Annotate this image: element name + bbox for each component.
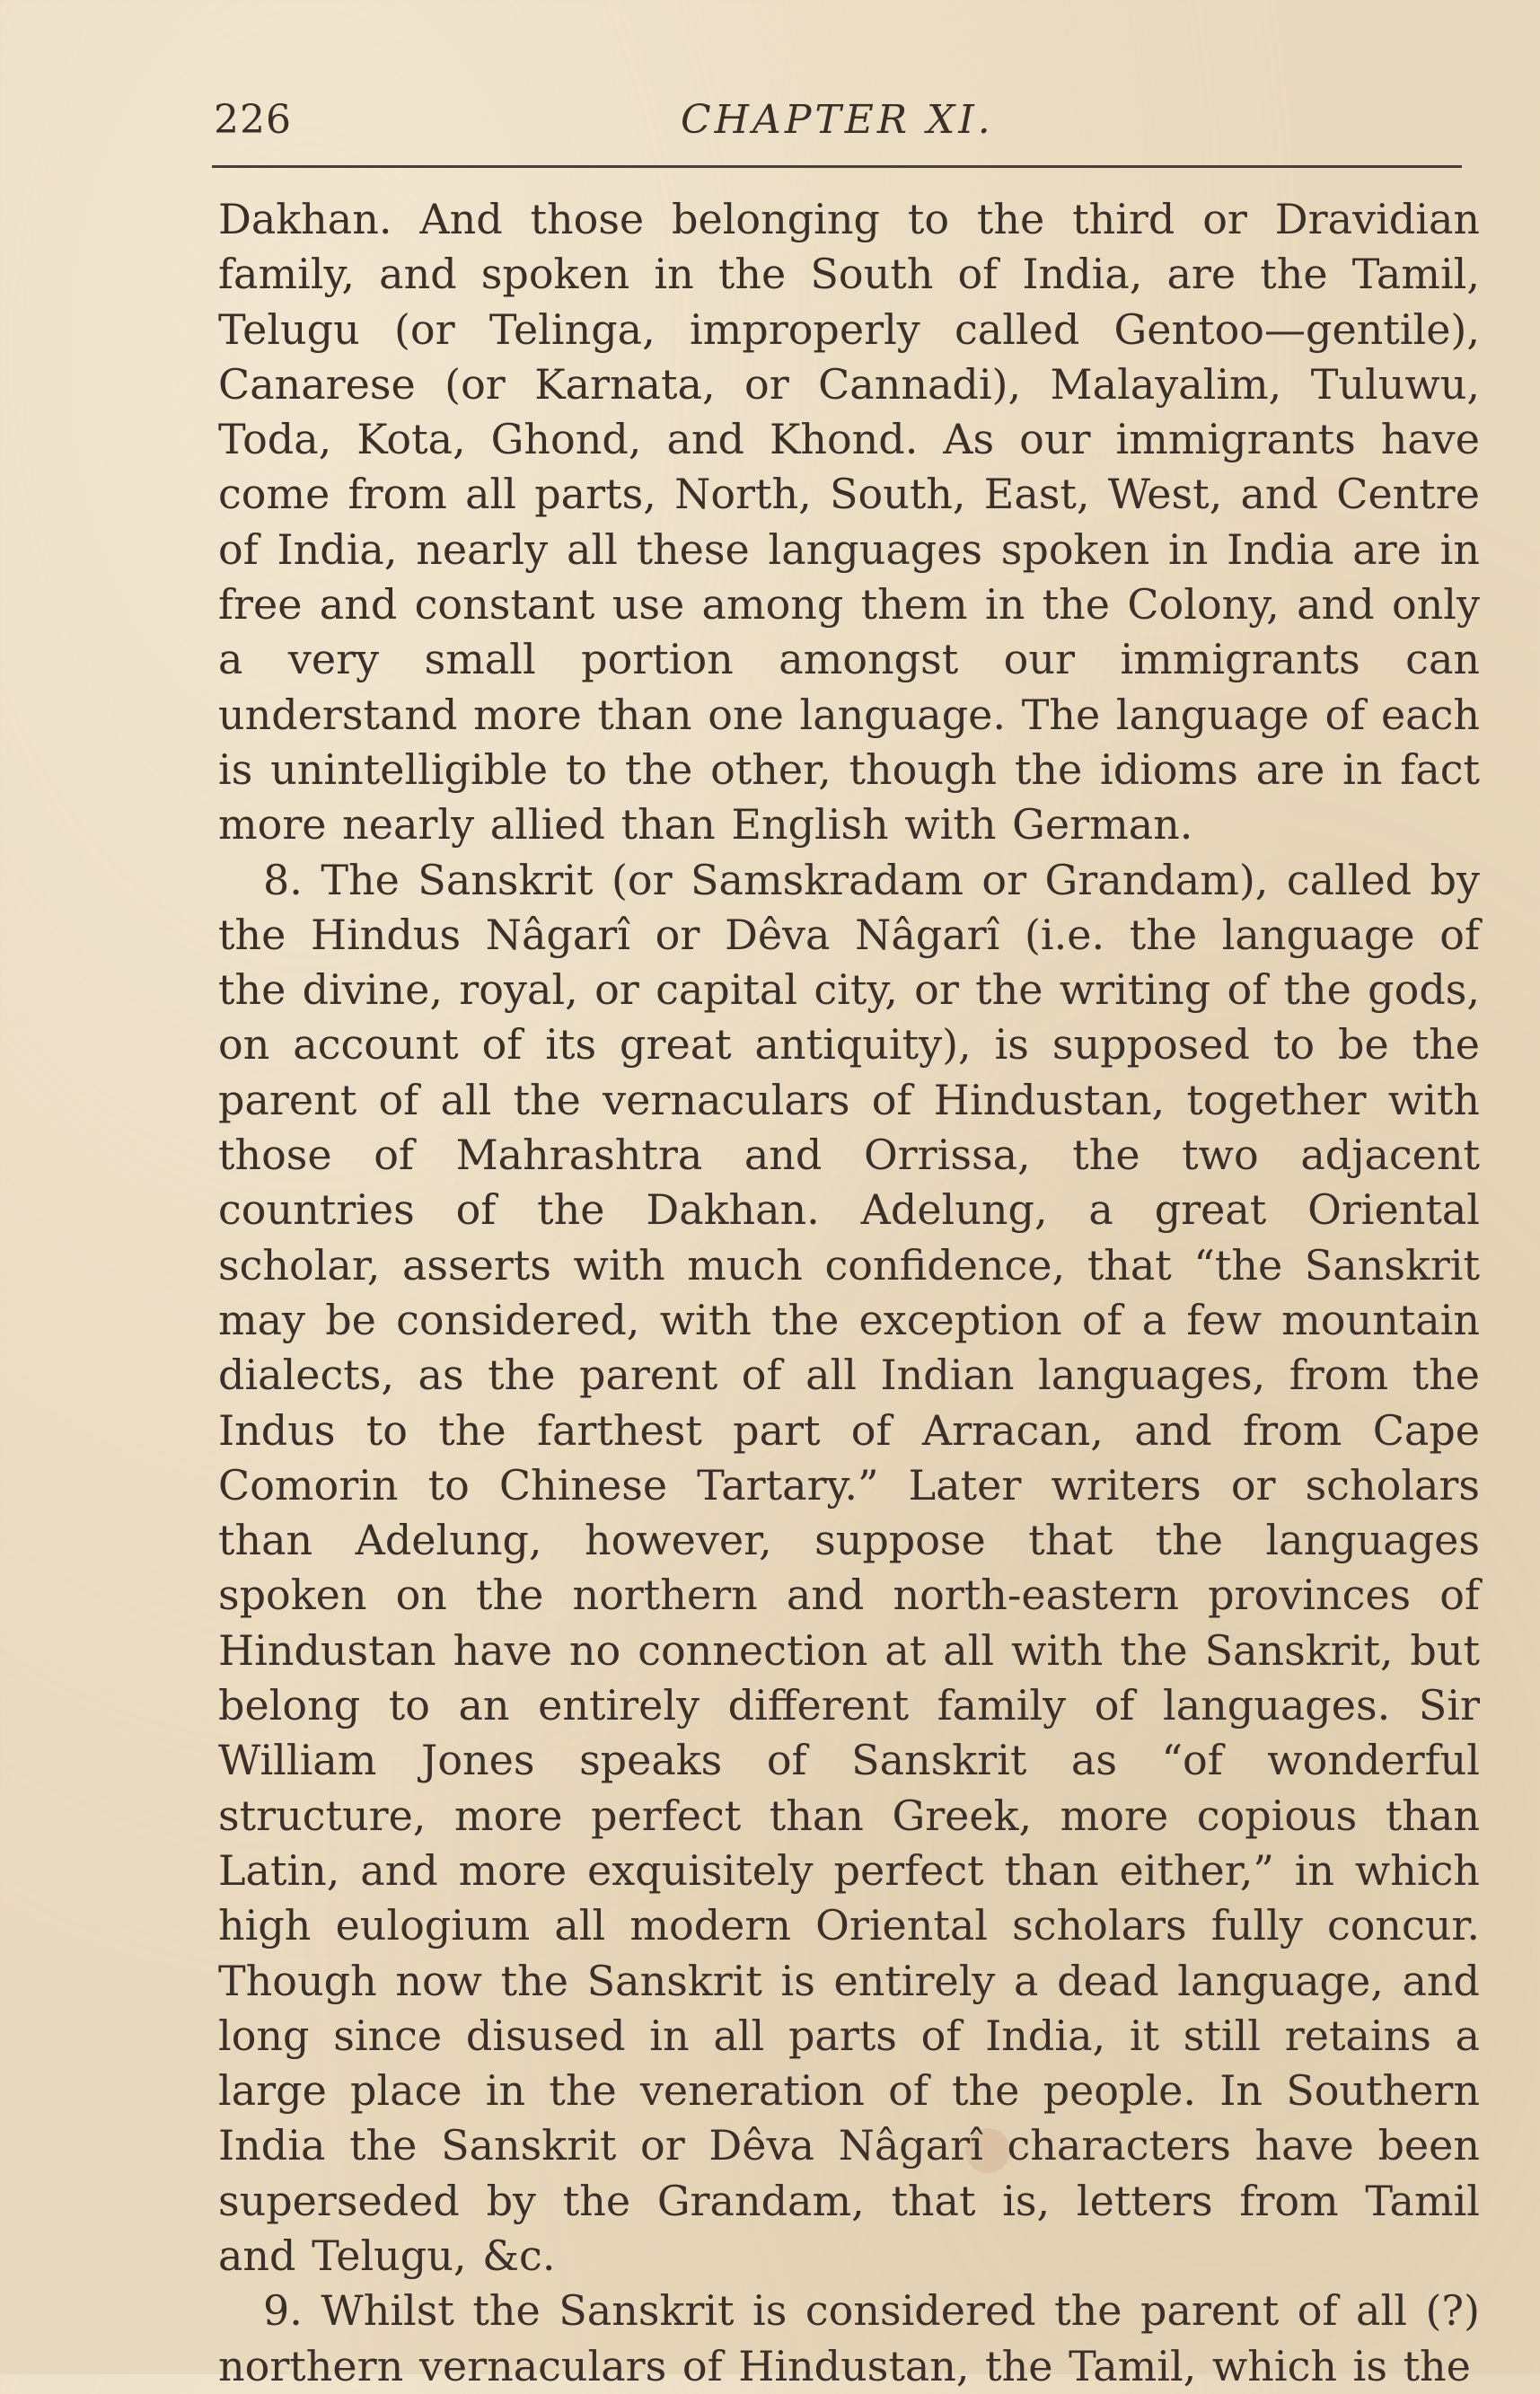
page-number: 226 [214,97,292,143]
chapter-title: CHAPTER XI. [681,97,994,143]
header-rule [212,165,1462,168]
paragraph-continuation: Dakhan. And those belonging to the third or Dravidian family, and spoken in the South of India, are the Tamil, Telugu (or Telinga, improperly called Gentoo—gentile), Canarese (or Karnata, or Cannadi), Malayalim, Tuluwu, Toda, Kota, Ghond, and Khond. As our immigrants have come from all parts, North, South, East, West, and Centre of India, nearly all these languages spoken in India are in free and constant use among them in the Colony, and only a very small portion amongst our immigrants can understand more than one language. The language of each is unintelligible to the other, though the idioms are in fact more nearly allied than English with German. [218,195,1480,849]
paragraph-9: 9. Whilst the Sanskrit is considered the parent of all (?) northern vernaculars of Hindustan, the Tamil, which is the [218,2286,1480,2390]
paragraph-8: 8. The Sanskrit (or Samskradam or Grandam), called by the Hindus Nâgarî or Dêva Nâgarî (i.e. the language of the divine, royal, or capital city, or the writing of the gods, on account of its great antiquity), is supposed to be the parent of all the vernaculars of Hindustan, together with those of Mahrashtra and Orrissa, the two adjacent countries of the Dakhan. Adelung, a great Oriental scholar, asserts with much confidence, that “the Sanskrit may be considered, with the exception of a few mountain dialects, as the parent of all Indian languages, from the Indus to the farthest part of Arracan, and from Cape Comorin to Chinese Tartary.” Later writers or scholars than Adelung, however, suppose that the languages spoken on the northern and north-eastern provinces of Hindustan have no connection at all with the Sanskrit, but belong to an entirely different family of languages. Sir William Jones speaks of Sanskrit as “of wonderful structure, more perfect than Greek, more copious than Latin, and more exquisitely perfect than either,” in which high eulogium all modern Oriental scholars fully concur. Though now the Sanskrit is entirely a dead language, and long since disused in all parts of India, it still retains a large place in the veneration of the people. In Southern India the Sanskrit or Dêva Nâgarî characters have been superseded by the Grandam, that is, letters from Tamil and Telugu, &c. [218,855,1480,2280]
body-text [218,192,1480,2394]
running-head [214,88,1471,153]
